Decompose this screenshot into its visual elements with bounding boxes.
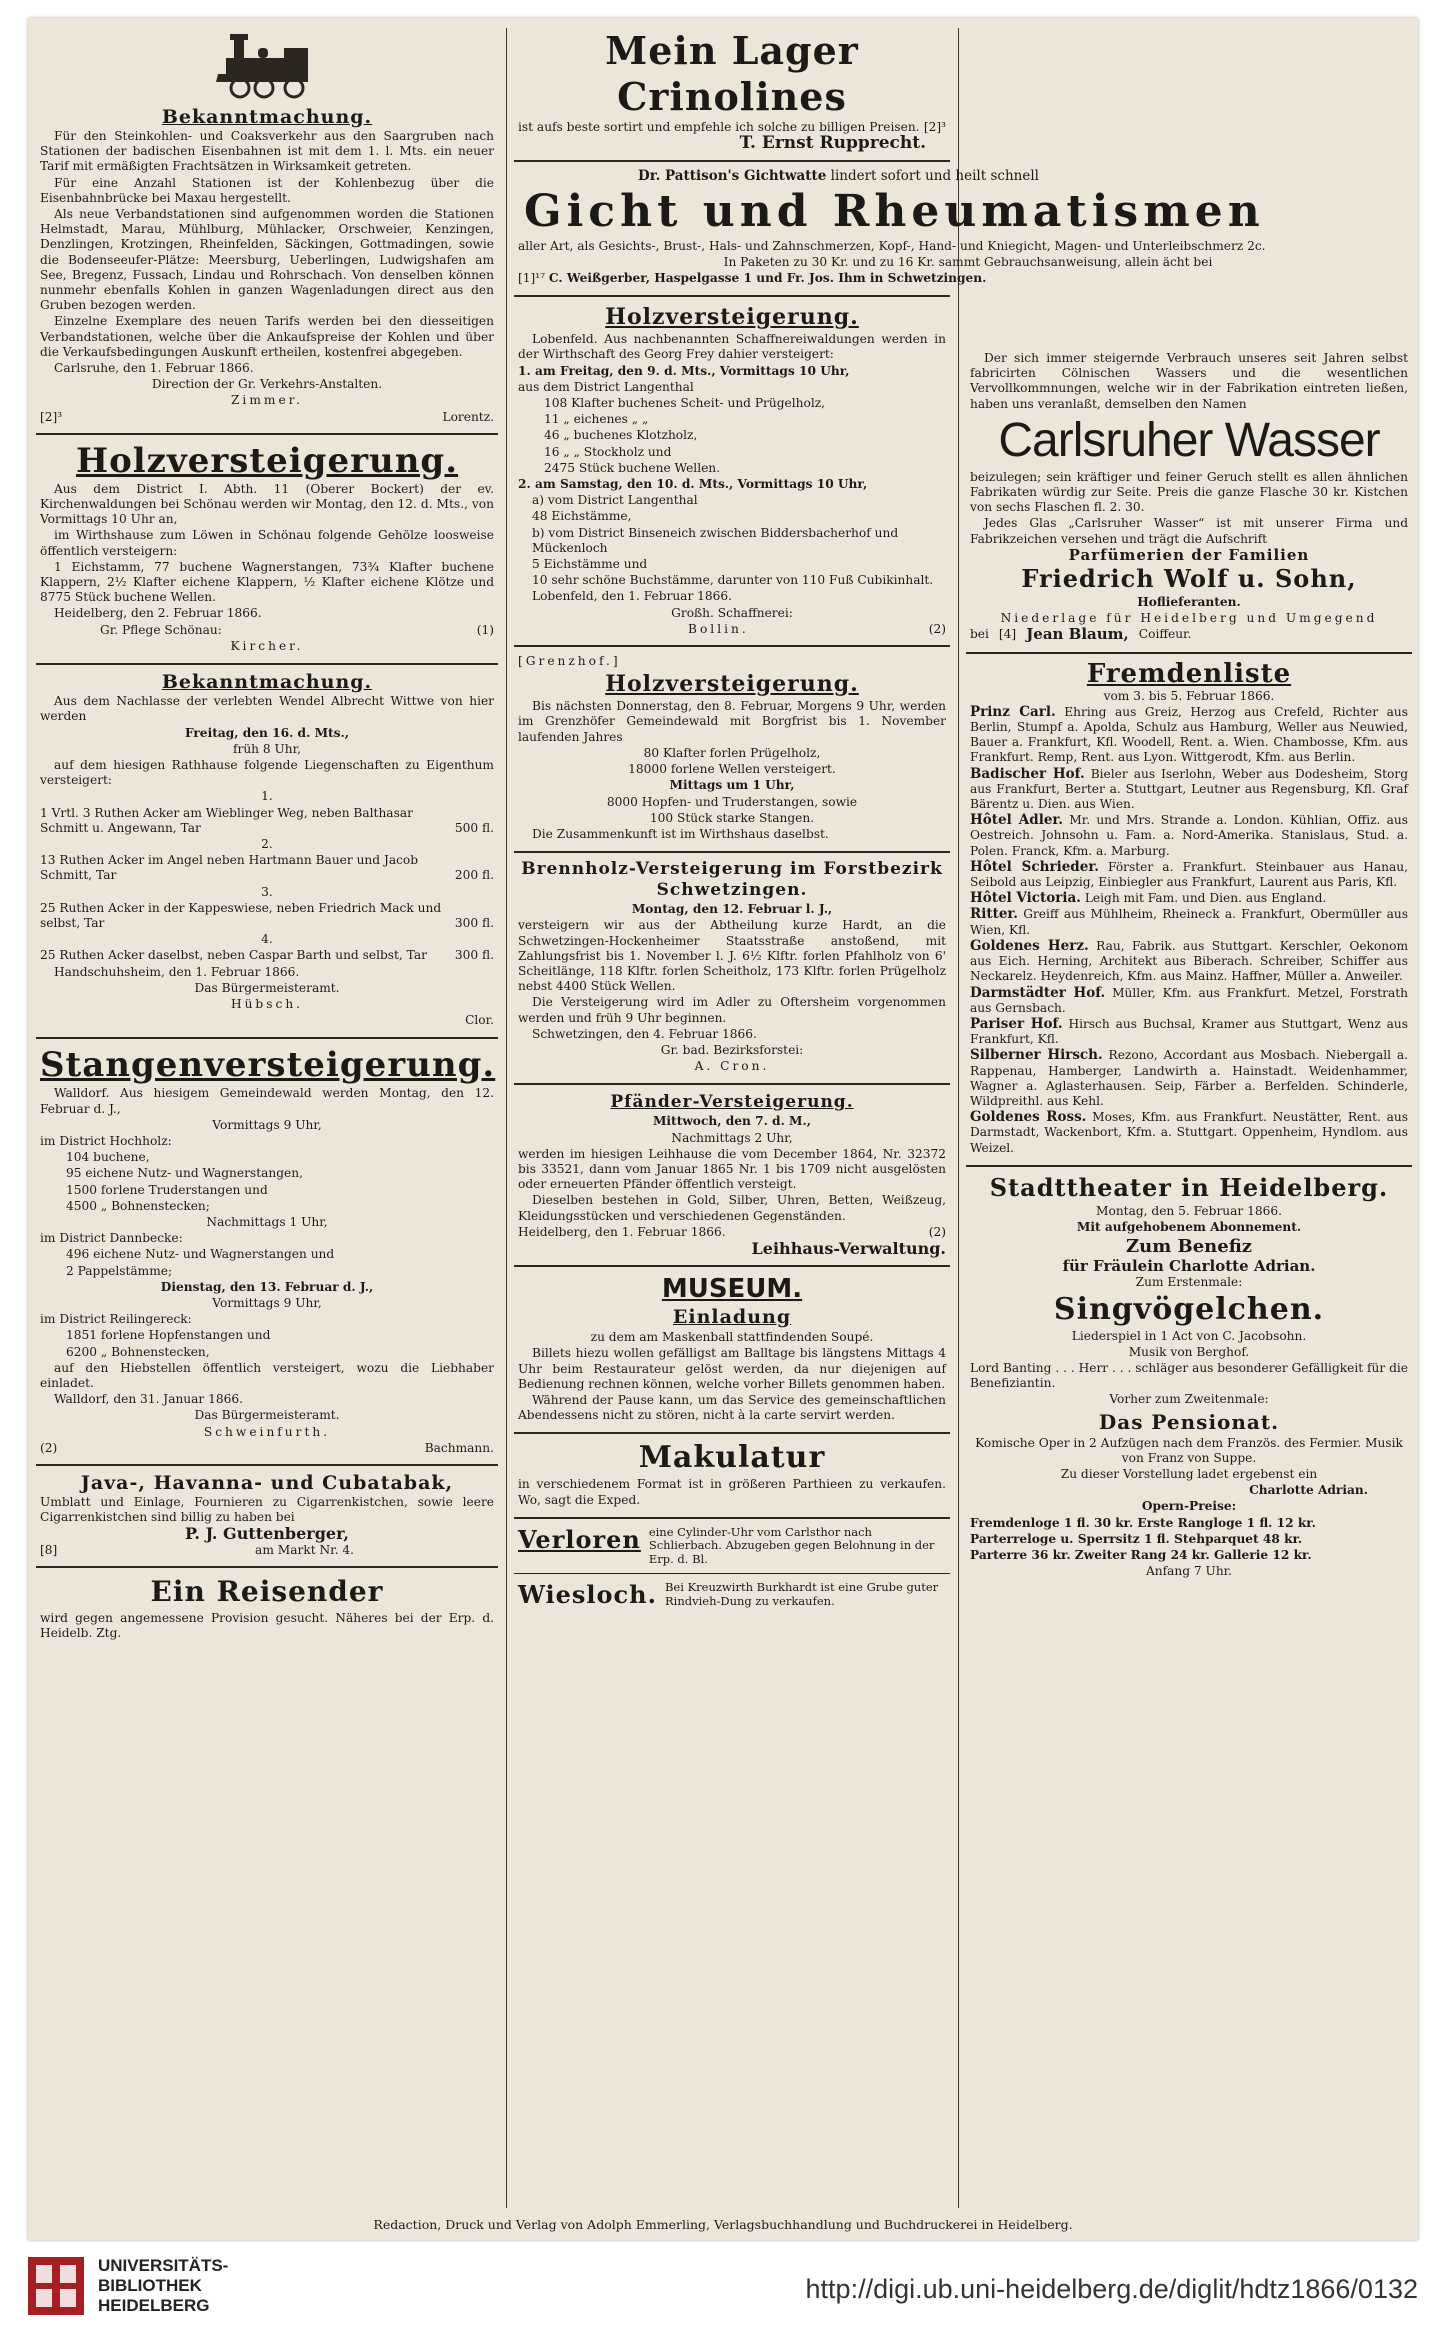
paragraph: im District Hochholz:: [40, 1133, 172, 1148]
paragraph: früh 8 Uhr,: [232, 741, 302, 756]
column-rule: [506, 28, 507, 2208]
locomotive-icon: [212, 30, 322, 102]
guest-entry: [970, 1110, 1408, 1156]
paragraph: Zum Benefiz: [1125, 1236, 1253, 1258]
signature: Zimmer.: [230, 393, 304, 408]
guest-entry: [970, 986, 1408, 1016]
hotel-name: Silberner Hirsch.: [970, 1047, 1103, 1064]
list-item: 2 Pappelstämme;: [66, 1263, 173, 1278]
paragraph: Heidelberg, den 2. Februar 1866.: [54, 606, 262, 621]
paragraph: für Fräulein Charlotte Adrian.: [1062, 1257, 1316, 1276]
ref-number: (1): [476, 622, 494, 637]
guest-names: Hirsch aus Buchsal, Kramer aus Stuttgart, Wenz aus Frankfurt, Kfl.: [970, 1016, 1408, 1047]
guest-names: Rezono, Accordant aus Mosbach. Niebergall a. Rappenau, Hamberger, Landwirth a. Hainstadt. Weidenhammer, Wagner a. Aglasterhausen. Seip, Färber a. Berfelden. Schinderle, Wildpreithl. aus Kehl.: [970, 1048, 1409, 1108]
list-item: 1851 forlene Hopfenstangen und: [66, 1328, 271, 1343]
column-rule: [958, 28, 959, 2208]
paragraph: Einzelne Exemplare des neuen Tarifs werden bei den diesseitigen Verbandstationen, welche über die Ankaufspreise der Kohlen und über die Verkaufsbedingungen Auskunft ertheilen, kostenfrei abgegeben.: [40, 314, 494, 359]
signature: Bachmann.: [424, 1440, 494, 1455]
paragraph: Vormittags 9 Uhr,: [212, 1296, 322, 1310]
paragraph: Montag, den 5. Februar 1866.: [1096, 1203, 1282, 1218]
paragraph: Coiffeur.: [1138, 627, 1192, 642]
signature: Hübsch.: [230, 996, 304, 1011]
ad-title: Bekanntmachung.: [161, 106, 373, 128]
paragraph: versteigern wir aus der Abtheilung kurze Hardt, an die Schwetzingen-Hockenheimer Staatsstraße anstoßend, mit Zahlungsfrist bis 1. November l. J. 6½ Klftr. forlen Pfahlholz von 6' Scheitlänge, 118 Klftr. forlen Scheitholz, 173 Klftr. forlen Prügelholz nebst 4400 Stück Wellen.: [518, 918, 946, 994]
property-price: 300 fl.: [454, 915, 494, 930]
column-3: [966, 348, 1412, 1582]
guest-entry: [970, 860, 1408, 890]
library-footer: [28, 2256, 1418, 2328]
paragraph: Bis nächsten Donnerstag, den 8. Februar, Morgens 9 Uhr, werden im Grenzhöfer Gemeindewald mit Borgfrist bis 1. November laufenden Jahres: [518, 699, 946, 744]
paragraph: 1 Eichstamm, 77 buchene Wagnerstangen, 73¾ Klafter buchene Klappern, 2½ Klafter eichene Klappern, ½ Klafter eichene Klötze und 8775 Stück buchene Wellen.: [40, 559, 494, 605]
paragraph: Montag, den 12. Februar l. J.,: [631, 902, 833, 917]
ref-number: [2]³: [923, 120, 946, 134]
paragraph: Walldorf. Aus hiesigem Gemeindewald werden Montag, den 12. Februar d. J.,: [40, 1086, 494, 1116]
ref-number: (2): [928, 621, 946, 636]
paragraph: Opern-Preise:: [1141, 1499, 1237, 1514]
paragraph: 2. am Samstag, den 10. d. Mts., Vormittags 10 Uhr,: [518, 477, 868, 492]
ad-title: Fremdenliste: [1086, 658, 1292, 689]
paragraph: Lobenfeld, den 1. Februar 1866.: [532, 589, 733, 604]
paragraph: zu dem am Maskenball stattfindenden Soupé.: [590, 1330, 874, 1345]
logo-line: HEIDELBERG: [98, 2296, 210, 2315]
merchant-name: Jean Blaum,: [1026, 625, 1129, 644]
paragraph: eine Cylinder-Uhr vom Carlsthor nach Schlierbach. Abzugeben gegen Belohnung in der Erp. d. Bl.: [648, 1524, 935, 1566]
paragraph: Schwetzingen, den 4. Februar 1866.: [532, 1026, 757, 1041]
property-text: 25 Ruthen Acker in der Kappeswiese, neben Friedrich Mack und selbst, Tar: [40, 900, 442, 930]
product-name: Dr. Pattison's Gichtwatte: [638, 168, 827, 185]
guest-entry: [970, 813, 1408, 859]
property-number: 2.: [261, 836, 273, 851]
paragraph: im District Reilingereck:: [40, 1312, 192, 1327]
paragraph: Carlsruhe, den 1. Februar 1866.: [54, 361, 254, 376]
ad-title: Holzversteigerung.: [605, 671, 859, 698]
list-item: 104 buchene,: [66, 1150, 150, 1165]
paragraph: Umblatt und Einlage, Fournieren zu Cigarrenkistchen, sowie leere Cigarrenkistchen sind billig zu haben bei: [40, 1495, 494, 1525]
paragraph: Gr. bad. Bezirksforstei:: [660, 1042, 804, 1057]
ad-title: Carlsruher Wasser: [998, 413, 1380, 467]
ref-number: [4]: [998, 627, 1017, 642]
paragraph: auf den Hiebstellen öffentlich versteigert, wozu die Liebhaber einladet.: [40, 1360, 494, 1391]
paragraph: Dieselben bestehen in Gold, Silber, Uhren, Betten, Weißzeug, Kleidungsstücken und verschiedenen Gegenständen.: [518, 1193, 946, 1223]
paragraph: Zu dieser Vorstellung ladet ergebenst ein: [1060, 1466, 1318, 1481]
guest-entry: [970, 705, 1408, 766]
paragraph: Als neue Verbandstationen sind aufgenommen worden die Stationen Helmstadt, Marau, Mühlburg, Mühlacker, Orschweier, Kenzingen, Denzlingen, Krotzingen, Rheinfelden, Säckingen, Gottmadingen, sowie die Bodenseeufer-Plätze: Meersburg, Ueberlingen, Ludwigshafen am See, Bregenz, Fussach, Lindau und Rohrschach. Von denselben können nunmehr ebenfalls Kohlen in ganzen Wagenladungen direct aus den Gruben bezogen werden.: [40, 207, 494, 313]
list-item: 100 Stück starke Stangen.: [649, 810, 815, 825]
property-row: [40, 901, 494, 931]
ref-number: (2): [928, 1224, 946, 1239]
property-price: 300 fl.: [454, 948, 494, 963]
hotel-name: Pariser Hof.: [970, 1015, 1063, 1032]
property-text: 1 Vrtl. 3 Ruthen Acker am Wieblinger Weg, neben Balthasar Schmitt u. Angewann, Tar: [40, 805, 413, 835]
property-row: [40, 806, 494, 836]
hotel-name: Badischer Hof.: [970, 765, 1085, 782]
hotel-name: Goldenes Ross.: [970, 1109, 1087, 1126]
property-row: [40, 948, 494, 963]
ref-number: [8]: [40, 1542, 58, 1557]
paragraph: Parfümerien der Familien: [1068, 545, 1310, 564]
column-1: [36, 26, 498, 1644]
ad-title: Pfänder-Versteigerung.: [610, 1092, 854, 1113]
play-title: Singvögelchen.: [1053, 1291, 1325, 1327]
paragraph: vom 3. bis 5. Februar 1866.: [1103, 688, 1275, 703]
property-number: 1.: [261, 789, 273, 804]
hotel-name: Hôtel Schrieder.: [970, 858, 1099, 875]
guest-entry: [970, 907, 1408, 937]
paragraph: Musik von Berghof.: [1128, 1344, 1250, 1359]
paragraph: Niederlage für Heidelberg und Umgegend: [1000, 611, 1378, 626]
hotel-name: Goldenes Herz.: [970, 937, 1089, 954]
paragraph: Direction der Gr. Verkehrs-Anstalten.: [151, 377, 383, 392]
guest-names: Ehring aus Greiz, Herzog aus Crefeld, Richter aus Berlin, Stumpf a. Apolda, Schulz aus Hamburg, Weller aus Neuwied, Bauer a. Frankfurt, Kfl. Woodell, Rent. a. Wien. Chambosse, Kfm. aus Frankfurt. Remp, Rent. aus Lyon. Wittgerodt, Kfm. aus Berlin.: [970, 704, 1409, 765]
hotel-name: Darmstädter Hof.: [970, 984, 1106, 1001]
paragraph: C. Weißgerber, Haspelgasse 1 und Fr. Jos. Ihm in Schwetzingen.: [548, 271, 987, 286]
paragraph: bei: [970, 627, 989, 642]
paragraph: Vormittags 9 Uhr,: [212, 1117, 322, 1132]
paragraph: Für den Steinkohlen- und Coaksverkehr aus den Saargruben nach Stationen der badischen Eisenbahnen ist mit dem 1. l. Mts. ein neuer Tarif mit ermäßigten Frachtsätzen in Wirksamkeit getreten.: [40, 129, 494, 174]
paragraph: In Paketen zu 30 Kr. und zu 16 Kr. sammt Gebrauchsanweisung, allein ächt bei: [723, 254, 1213, 269]
imprint: Redaction, Druck und Verlag von Adolph Emmerling, Verlagsbuchhandlung und Buchdruckerei in Heidelberg.: [373, 2217, 1073, 2232]
guest-names: Moses, Kfm. aus Frankfurt. Neustätter, Rent. aus Darmstadt, Wackenbort, Kfm. a. Stuttgart. Oppenheim, Hyndlom. aus Weizel.: [970, 1110, 1408, 1155]
list-item: 10 sehr schöne Buchstämme, darunter von 110 Fuß Cubikinhalt.: [532, 573, 934, 588]
property-number: 3.: [261, 884, 273, 899]
guest-names: Bieler aus Iserlohn, Weber aus Dodesheim, Storg aus Frankfurt, Berter a. Stuttgart, Leutner aus Regensburg, Kfl. Graf Bärentz u. Dien. aus Wien.: [970, 766, 1408, 812]
paragraph: Nachmittags 1 Uhr,: [206, 1214, 328, 1229]
ad-title: Gicht und Rheumatismen: [524, 185, 1265, 237]
guest-names: Förster a. Frankfurt. Steinbauer aus Hanau, Seibold aus Leipzig, Einbiegler aus Frankfurt, Laurent aus Paris, Kfl.: [970, 859, 1408, 890]
property-price: 200 fl.: [454, 868, 494, 883]
property-price: 500 fl.: [454, 820, 494, 835]
guest-names: Rau, Fabrik. aus Stuttgart. Kerschler, Oekonom aus Eich. Herning, Architekt aus Biberach. Schreiber, Schiffer aus Neckarelz. Heydenreich, Kfm. aus Mainz. Haffner, Müller a. Anweiler.: [970, 938, 1408, 984]
paragraph: Aus dem Nachlasse der verlebten Wendel Albrecht Wittwe von hier werden: [40, 694, 494, 724]
play-title: Das Pensionat.: [1098, 1409, 1280, 1434]
paragraph: im Wirthshause zum Löwen in Schönau folgende Gehölze loosweise öffentlich versteigern:: [40, 528, 494, 558]
paragraph: Gr. Pflege Schönau:: [100, 622, 222, 637]
hotel-name: Hôtel Victoria.: [970, 890, 1081, 907]
paragraph: Handschuhsheim, den 1. Februar 1866.: [54, 964, 300, 979]
list-item: 95 eichene Nutz- und Wagnerstangen,: [66, 1166, 303, 1181]
ad-title: MUSEUM.: [661, 1274, 803, 1305]
property-row: [40, 853, 494, 883]
paragraph: Während der Pause kann, um das Service des gemeinschaftlichen Abendessens nicht zu stören, nicht à la carte servirt werden.: [518, 1392, 946, 1423]
list-item: b) vom District Binseneich zwischen Biddersbacherhof und Mückenloch: [532, 525, 899, 555]
price-line: Fremdenloge 1 fl. 30 kr. Erste Rangloge 1 fl. 12 kr.: [970, 1515, 1316, 1530]
ref-number: [2]³: [40, 409, 63, 424]
ad-title: Makulatur: [638, 1440, 826, 1476]
guest-names: Müller, Kfm. aus Frankfurt. Metzel, Forstrath aus Gernsbach.: [970, 985, 1408, 1015]
paragraph: 1. am Freitag, den 9. d. Mts., Vormittags 10 Uhr,: [518, 363, 850, 378]
paragraph: Der sich immer steigernde Verbrauch unseres seit Jahren selbst fabricirten Cölnischen Wassers und die wesentlichen Vervollkommnungen, welche wir in der Fabrikation eintreten ließen, haben uns veranlaßt, demselben den Namen: [970, 351, 1408, 411]
company-name: Friedrich Wolf u. Sohn,: [1021, 564, 1357, 594]
property-list: [40, 789, 494, 963]
library-seal-icon: [28, 2257, 84, 2315]
signature: T. Ernst Rupprecht.: [739, 133, 926, 154]
paragraph: auf dem hiesigen Rathhause folgende Liegenschaften zu Eigenthum versteigert:: [40, 757, 494, 788]
paragraph: Liederspiel in 1 Act von C. Jacobsohn.: [1071, 1328, 1307, 1343]
list-item: 48 Eichstämme,: [532, 509, 632, 524]
signature: Kircher.: [230, 638, 304, 653]
list-item: a) vom District Langenthal: [532, 493, 698, 508]
list-item: 108 Klafter buchenes Scheit- und Prügelholz,: [544, 396, 826, 411]
paragraph: aus dem District Langenthal: [518, 379, 694, 394]
list-item: 496 eichene Nutz- und Wagnerstangen und: [66, 1247, 335, 1262]
paragraph: Aus dem District I. Abth. 11 (Oberer Bockert) der ev. Kirchenwaldungen bei Schönau werden wir Montag, den 12. d. Mts., von Vormittags 10 Uhr an,: [40, 481, 494, 527]
guest-names: Greiff aus Mühlheim, Rheineck a. Frankfurt, Obermüller aus Wien, Kfl.: [970, 907, 1408, 937]
ad-subtitle: Einladung: [672, 1306, 792, 1329]
property-text: 13 Ruthen Acker im Angel neben Hartmann Bauer und Jacob Schmitt, Tar: [40, 853, 419, 883]
guest-entry: [970, 767, 1408, 813]
signature: Lorentz.: [442, 409, 494, 424]
paragraph: Großh. Schaffnerei:: [671, 605, 793, 620]
paragraph: Komische Oper in 2 Aufzügen nach dem Französ. des Fermier. Musik von Franz von Suppe.: [975, 1435, 1403, 1465]
property-text: 25 Ruthen Acker daselbst, neben Caspar Barth und selbst, Tar: [40, 948, 427, 963]
paragraph: Billets hiezu wollen gefälligst am Balltage bis längstens Mittags 4 Uhr beim Restaurateur gelöst werden, da nur diejenigen auf Bedienung rechnen können, welche vorher Billets genommen haben.: [518, 1346, 946, 1391]
price-line: Parterre 36 kr. Zweiter Rang 24 kr. Gallerie 12 kr.: [970, 1547, 1312, 1562]
paragraph: Hoflieferanten.: [1137, 595, 1241, 610]
list-item: 18000 forlene Wellen versteigert.: [628, 762, 836, 777]
paragraph: Lord Banting . . . Herr . . . schläger aus besonderer Gefälligkeit für die Benefiziantin.: [970, 1360, 1408, 1391]
hotel-name: Prinz Carl.: [970, 703, 1056, 720]
guest-list: [970, 705, 1408, 1156]
paragraph: Walldorf, den 31. Januar 1866.: [54, 1392, 244, 1407]
paragraph: Anfang 7 Uhr.: [1145, 1564, 1233, 1579]
paragraph: im District Dannbecke:: [40, 1231, 183, 1246]
merchant-name: P. J. Guttenberger,: [185, 1524, 349, 1544]
logo-line: BIBLIOTHEK: [98, 2276, 202, 2295]
hotel-name: Hôtel Adler.: [970, 812, 1063, 829]
list-item: 80 Klafter forlen Prügelholz,: [643, 745, 821, 760]
ref-number: (2): [40, 1440, 58, 1455]
price-line: Parterreloge u. Sperrsitz 1 fl. Stehparquet 48 kr.: [970, 1531, 1303, 1546]
ad-title: Java-, Havanna- und Cubatabak,: [80, 1472, 454, 1495]
list-item: 1500 forlene Truderstangen und: [66, 1182, 268, 1197]
paragraph: werden im hiesigen Leihhause die vom December 1864, Nr. 32372 bis 33521, dann vom Januar 1865 Nr. 1 bis 1709 nicht ausgelösten oder erneuerten Pfänder öffentlich versteigt.: [518, 1146, 946, 1192]
property-number: 4.: [261, 932, 273, 947]
guest-entry: [970, 1048, 1408, 1109]
ad-title: Ein Reisender: [150, 1574, 384, 1608]
paragraph: Vorher zum Zweitenmale:: [1109, 1392, 1269, 1407]
paragraph: Das Bürgermeisteramt.: [194, 1408, 340, 1423]
ad-title: Holzversteigerung.: [75, 440, 459, 481]
paragraph: Für eine Anzahl Stationen ist der Kohlenbezug über die Eisenbahnbrücke bei Maxau hergestellt.: [40, 175, 494, 205]
paragraph: lindert sofort und heilt schnell: [830, 168, 1039, 185]
ad-title: Brennholz-Versteigerung im Forstbezirk Schwetzingen.: [521, 859, 943, 901]
guest-entry: [970, 1017, 1408, 1047]
signature: Schweinfurth.: [203, 1424, 331, 1439]
paragraph: Zum Erstenmale:: [1135, 1275, 1243, 1290]
signature: Leihhaus-Verwaltung.: [751, 1238, 946, 1258]
signature: Charlotte Adrian.: [1249, 1483, 1368, 1498]
hotel-name: Ritter.: [970, 906, 1018, 923]
paragraph: beizulegen; sein kräftiger und feiner Geruch stellt es allen ähnlichen Fabrikaten würdig zur Seite. Preis die ganze Flasche 30 kr. Kistchen von sechs Flaschen fl. 2. 30.: [970, 469, 1408, 515]
paragraph: Die Zusammenkunft ist im Wirthshaus daselbst.: [532, 826, 829, 841]
ad-title: Verloren: [518, 1524, 641, 1554]
list-item: 8000 Hopfen- und Truderstangen, sowie: [606, 794, 858, 809]
ad-title: Mein Lager Crinolines: [605, 28, 859, 119]
list-item: 11 „ eichenes „ „: [544, 412, 649, 427]
newspaper-page: [28, 18, 1418, 2240]
paragraph: ist aufs beste sortirt und empfehle ich solche zu billigen Preisen.: [518, 120, 920, 134]
paragraph: Die Versteigerung wird im Adler zu Oftersheim vorgenommen werden und früh 9 Uhr beginnen.: [518, 995, 946, 1025]
paragraph: Nachmittags 2 Uhr,: [671, 1130, 793, 1145]
address: am Markt Nr. 4.: [255, 1542, 354, 1557]
guest-entry: [970, 891, 1408, 906]
logo-line: UNIVERSITÄTS-: [98, 2256, 229, 2275]
paragraph: in verschiedenem Format ist in größeren Parthieen zu verkaufen. Wo, sagt die Exped.: [518, 1477, 946, 1507]
paragraph: Jedes Glas „Carlsruher Wasser“ ist mit unserer Firma und Fabrikzeichen versehen und trägt die Aufschrift: [970, 516, 1408, 546]
signature: Clor.: [465, 1013, 494, 1028]
paragraph: wird gegen angemessene Provision gesucht. Näheres bei der Erp. d. Heidelb. Ztg.: [40, 1610, 494, 1641]
ref-number: [1]¹⁷: [518, 271, 546, 286]
signature: Bollin.: [688, 621, 749, 636]
list-item: 5 Eichstämme und: [532, 557, 648, 572]
signature: A. Cron.: [694, 1059, 770, 1074]
paragraph: Das Bürgermeisteramt.: [194, 980, 340, 995]
ad-title: Wiesloch.: [518, 1580, 657, 1610]
guest-names: Leigh mit Fam. und Dien. aus England.: [1084, 891, 1327, 906]
paragraph: Dienstag, den 13. Februar d. J.,: [160, 1279, 374, 1294]
paragraph: Mittwoch, den 7. d. M.,: [652, 1114, 812, 1129]
library-logo: [28, 2256, 228, 2316]
ad-title: Holzversteigerung.: [605, 304, 859, 331]
paragraph: Heidelberg, den 1. Februar 1866.: [518, 1224, 726, 1239]
paragraph: Lobenfeld. Aus nachbenannten Schaffnereiwaldungen werden in der Wirthschaft des Georg Frey dahier versteigert:: [518, 332, 946, 362]
ad-title: Bekanntmachung.: [161, 671, 373, 694]
paragraph: Mit aufgehobenem Abonnement.: [1076, 1219, 1302, 1234]
ad-title: Stadttheater in Heidelberg.: [989, 1172, 1389, 1202]
list-item: 16 „ „ Stockholz und: [544, 444, 672, 459]
list-item: 2475 Stück buchene Wellen.: [544, 460, 721, 475]
ad-title: Stangenversteigerung.: [40, 1045, 496, 1086]
guest-names: Mr. und Mrs. Strande a. London. Kühlian, Offiz. aus Oestreich. Johnsohn u. Fam. a. Nord-Amerika. Stanislaus, Stud. a. Polen. Franck, Kfm. a. Marburg.: [970, 813, 1408, 858]
paragraph: Bei Kreuzwirth Burkhardt ist eine Grube guter Rindvieh-Dung zu verkaufen.: [664, 1580, 939, 1608]
paragraph: Freitag, den 16. d. Mts.,: [184, 725, 350, 740]
list-item: 46 „ buchenes Klotzholz,: [544, 428, 698, 443]
location: [Grenzhof.]: [518, 654, 621, 669]
guest-entry: [970, 939, 1408, 985]
source-url-link[interactable]: http://digi.ub.uni-heidelberg.de/diglit/hdtz1866/0132: [805, 2274, 1418, 2304]
list-item: 6200 „ Bohnenstecken,: [66, 1344, 210, 1359]
list-item: 4500 „ Bohnenstecken;: [66, 1198, 210, 1213]
list-item: Mittags um 1 Uhr,: [669, 778, 795, 793]
paragraph: aller Art, als Gesichts-, Brust-, Hals- und Zahnschmerzen, Kopf-, Hand- und Kniegicht, Magen- und Unterleibschmerz 2c.: [518, 238, 1266, 253]
